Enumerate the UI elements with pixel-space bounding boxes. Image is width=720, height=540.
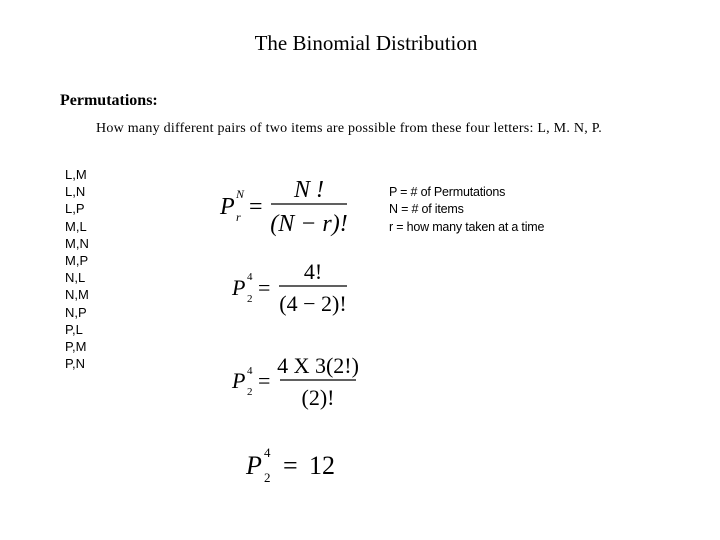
- formula1-numerator: N !: [294, 177, 324, 203]
- legend-item-n: N = # of items: [389, 202, 464, 217]
- question-text: How many different pairs of two items are possible from these four letters: L, M. N, P.: [96, 121, 602, 136]
- formula3-subscript: 2: [247, 386, 253, 398]
- pair-item: M,L: [65, 218, 87, 234]
- pair-item: M,N: [65, 235, 89, 251]
- formula-substituted: [231, 259, 347, 316]
- formula4-equals: =: [283, 451, 298, 480]
- formula2-symbol: P: [232, 275, 246, 300]
- pair-item: P,N: [65, 356, 85, 372]
- formula2-subscript: 2: [247, 293, 253, 305]
- pair-item: L,P: [65, 201, 85, 217]
- slide-title: The Binomial Distribution: [254, 31, 478, 55]
- formula2-denominator: (4 − 2)!: [279, 291, 347, 316]
- formula1-equals: =: [249, 194, 263, 220]
- pair-item: N,L: [65, 270, 86, 286]
- formula1-symbol: P: [220, 194, 235, 220]
- pair-item: P,M: [65, 339, 87, 355]
- pair-item: P,L: [65, 321, 83, 337]
- formula-expanded: [231, 353, 359, 410]
- formula4-superscript: 4: [264, 445, 271, 460]
- formula2-equals: =: [258, 275, 271, 300]
- section-heading: Permutations:: [60, 92, 158, 109]
- pair-item: L,M: [65, 167, 87, 182]
- formula3-numerator: 4 X 3(2!): [277, 353, 359, 378]
- formula1-subscript: r: [236, 210, 241, 224]
- formula1-superscript: N: [236, 187, 245, 201]
- formula3-symbol: P: [232, 368, 246, 393]
- formula-general: [219, 177, 348, 237]
- formula2-superscript: 4: [247, 271, 253, 283]
- formula3-superscript: 4: [247, 365, 253, 377]
- pair-item: M,P: [65, 253, 89, 269]
- formula-result: [245, 445, 335, 485]
- legend-item-r: r = how many taken at a time: [389, 219, 545, 234]
- formula4-subscript: 2: [264, 470, 271, 485]
- pair-item: L,N: [65, 184, 86, 200]
- formula3-denominator: (2)!: [301, 385, 335, 410]
- formula3-equals: =: [258, 368, 271, 393]
- formula4-result: 12: [309, 451, 335, 480]
- legend-item-p: P = # of Permutations: [389, 185, 506, 199]
- formula2-numerator: 4!: [303, 259, 323, 284]
- pair-item: N,P: [65, 304, 87, 320]
- formula4-symbol: P: [246, 451, 262, 480]
- pair-item: N,M: [65, 287, 89, 303]
- formula1-denominator: (N − r)!: [270, 211, 348, 237]
